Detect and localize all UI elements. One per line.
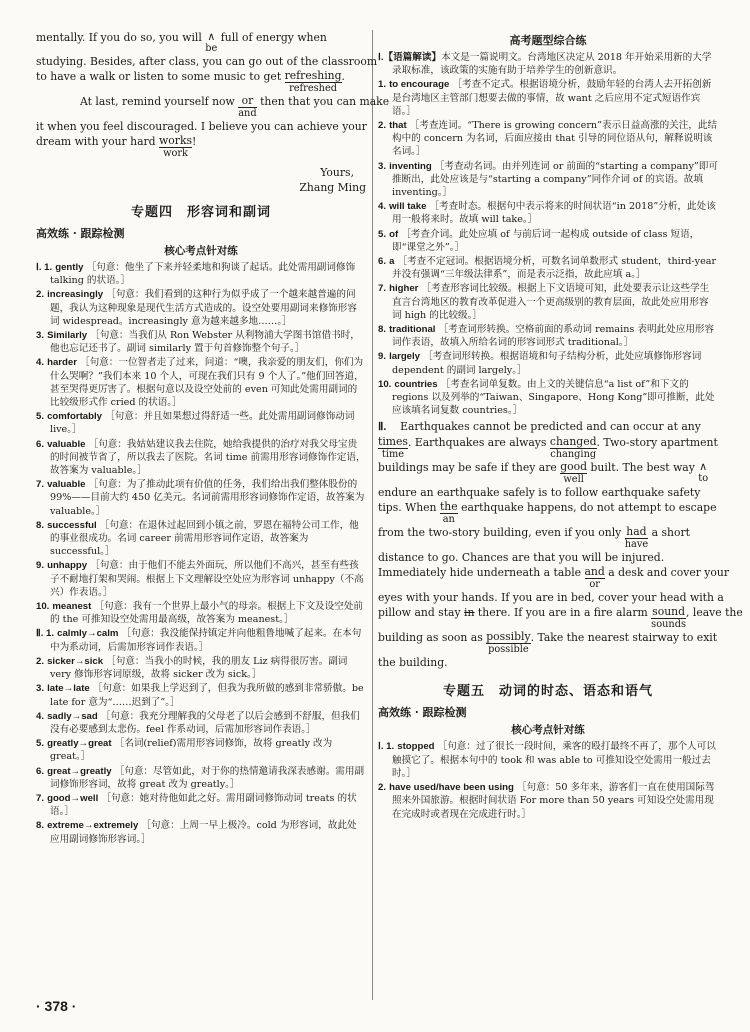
correction-word: and or	[584, 565, 605, 591]
section-heading: 核心考点针对练	[164, 245, 238, 257]
letter-line: studying. Besides, after class, you can go out of the classroom	[36, 55, 378, 68]
correction-insert: ∧ be	[205, 30, 218, 54]
correction-word: the an	[439, 500, 458, 526]
signature-name: Zhang Ming	[299, 181, 366, 194]
answer-item: 10. meanest ［句意：我有一个世界上最小气的母亲。根据上下文及设空处前的 the 可推知设空处需用最高级，故答案为 meanest。］	[36, 601, 364, 626]
section-title: 专题四 形容词和副词	[130, 205, 271, 220]
answer-item: Ⅰ. 1. gently ［句意：他坐了下来并轻柔地和狗谈了起话。此处需用副词修饰 talking 的状语。］	[36, 262, 356, 287]
correction-word: refreshing refreshed	[284, 69, 342, 94]
section-heading: 核心考点针对练	[511, 724, 585, 737]
answer-item: 5. of ［考查介词。此处应填 of 与前后词一起构成 outside of class 短语，即“课堂之外”。］	[378, 228, 700, 253]
letter-ending	[36, 30, 390, 195]
left-column	[36, 30, 390, 847]
letter-line: dream with your hard works work !	[36, 134, 197, 159]
answer-item: 3. inventing ［考查动名词。由并列连词 or 前面的“starting a company”即可推断出，此处应该是与“starting a company”同作介词 of 的宾语。故填 inventing。］	[378, 160, 718, 199]
section-heading: 高考题型综合练	[509, 34, 587, 47]
section-title: 专题五 动词的时态、语态和语气	[442, 684, 653, 700]
correction-word: had have	[624, 525, 649, 551]
answer-item: 1. to encourage ［考查不定式。根据语境分析，鼓励年轻的台湾人去开拓创新是台湾地区主管部门想要去做的事情，故 want 之后应用不定式短语作宾语。］	[378, 79, 712, 117]
correction-word: or and	[238, 94, 257, 119]
answer-list	[378, 740, 718, 820]
correction-word: sound sounds	[651, 605, 687, 631]
answer-list	[378, 78, 718, 417]
correction-insert: ∧ to	[698, 460, 709, 485]
error-correction-passage: Ⅱ. Earthquakes cannot be predicted and can occur at any times time . Earthquakes are always changed changing . Two-story apartment buildings may be safe if they are good well built. The best way ∧ to endure an earthquake safely is to follow earthquake safety tips. When the an earthquake happens, do not attempt to escape from the two-story building, even if you only had have a short distance to go. Chances are that you will be injured. Immediately hide underneath a table and or a desk and cover your eyes with your hands. If you are in bed, cover your head with a pillow and stay in there. If you are in a fire alarm sound sounds , leave the building as soon as possibly possible . Take the nearest stairway to exit the building.	[378, 420, 743, 670]
intro-item: Ⅰ.【语篇解读】本文是一篇说明文。台湾地区决定从 2018 年开始采用新的大学录取标准，该政策的实施有助于培养学生的创新意识。	[378, 52, 712, 77]
answer-item: 2. that ［考查连词。“There is growing concern”表示日益高涨的关注，此结构中的 concern 为名词，后面应接由 that 引导的同位语从句，解释说明该名词。］	[378, 120, 718, 158]
correction-word: changed changing	[549, 435, 597, 461]
section-subtitle: 高效练 · 跟踪检测	[36, 227, 125, 240]
answer-item: 7. higher ［考查形容词比较级。根据上下文语境可知，此处要表示让这些学生直言台湾地区的教育改革促进入一个更高级别的教育层面，故此处应用形容词 high 的比较级。］	[378, 283, 710, 321]
column-divider	[372, 30, 373, 1000]
answer-item: 4. will take ［考查时态。根据句中表示将来的时间状语“in 2018”分析，此处该用一般将来时。故填 will take。］	[378, 201, 716, 226]
answer-item: Ⅱ. 1. calmly→calm ［句意：我没能保持镇定并向他粗鲁地喊了起来。在本句中为系动词，后需加形容词作表语。］	[36, 628, 362, 653]
answer-item: 5. comfortably ［句意：并且如果想过得舒适一些。此处需用副词修饰动词 live。］	[36, 411, 355, 436]
correction-word: times time	[378, 435, 408, 461]
answer-item: 8. traditional ［考查词形转换。空格前面的系动词 remains 表明此处应用形容词作表语，故填入所给名词的形容词形式 traditional。］	[378, 324, 715, 349]
answer-item: 9. unhappy ［句意：由于他们不能去外面玩，所以他们不高兴，甚至有些孩子不耐地打架和哭闹。根据上下文理解设空处应为形容词 unhappy（不高兴）作表语。］	[36, 560, 364, 598]
answer-item: 3. late→late ［句意：如果我上学迟到了，但我为我所做的感到非常骄傲。be late for 意为“……迟到了”。］	[36, 683, 364, 708]
answer-item: 10. countries ［考查名词单复数。由上文的关键信息“a list of”和下文的 regions 以及列举的“Taiwan、Singapore、Hong Kong”即可推断，此处应该填名词复数 countries。］	[378, 378, 715, 417]
letter-line: At last, remind yourself now or and then that you can make	[80, 94, 390, 119]
answer-item: 7. good→well ［句意：她对待他如此之好。需用副词修饰动词 treats 的状语。］	[36, 792, 357, 818]
answer-item: 6. great→greatly ［句意：尽管如此，对于你的热情邀请我深表感谢。需用副词修饰形容词，故将 great 改为 greatly。］	[36, 765, 365, 790]
answer-item: 5. greatly→great ［名词(relief)需用形容词修饰，故将 greatly 改为 great。］	[36, 738, 333, 763]
answer-item: 8. extreme→extremely ［句意：上周一早上极冷。cold 为形容词，故此处应用副词修饰形容词。］	[36, 820, 357, 845]
answer-item: 2. increasingly ［句意：我们看到的这种行为似乎成了一个越来越普遍的问题，我认为这种现象是现代生活方式造成的。设空处要用副词来修饰形容词 widespread。increasingly 意为越来越多地……。］	[36, 289, 357, 327]
letter-line: it when you feel discouraged. I believe you can achieve your	[36, 120, 367, 133]
answer-item: 3. Similarly ［句意：当我们从 Ron Webster 从利物浦大学图书馆借书时，他也忘记还书了。副词 similarly 置于句首修饰整个句子。］	[36, 330, 360, 355]
letter-line: to have a walk or listen to some music to get refreshing refreshed .	[36, 69, 345, 94]
answer-item: Ⅰ. 1. stopped ［句意：过了很长一段时间，乘客的殴打最终不再了，那个人可以触摸它了。根据本句中的 took 和 was able to 可推知设空处需用一般过去时。］	[378, 741, 716, 779]
correction-word: good well	[560, 460, 588, 486]
answer-item: 2. have used/have been using ［句意：50 多年来，游客们一直在使用国际驾照来外国旅游。根据时间状语 For more than 50 years 可知设空处需用现在完成时或者现在完成进行时。］	[378, 782, 715, 820]
correction-word: possibly possible	[486, 630, 531, 656]
answer-item: 4. sadly→sad ［句意：我充分理解我的父母老了以后会感到不舒服，但我们没有必要感到太悲伤。feel 作系动词，后需加形容词作表语。］	[36, 710, 360, 735]
right-column	[378, 30, 743, 822]
letter-line: mentally. If you do so, you will ∧ be full of energy when	[36, 30, 327, 54]
signature-closing: Yours,	[320, 166, 354, 179]
answer-item: 8. successful ［句意：在退休过起回到小镇之前，罗恩在福特公司工作，他的事业很成功。名词 career 前需用形容词作定语，故答案为 successful。］	[36, 519, 359, 558]
page-number: · 378 ·	[36, 998, 77, 1014]
answer-item: 4. harder ［句意：一位智者走了过来，问道：“噢，我亲爱的朋友们，你们为什么哭啊？”我们本来 10 个人，可现在我们只有 9 个人了。”他们回答道，甚至哭得更厉害了。根据句意以及设空处前的 even 可知此处需用副词的比较级形式作 cried 的状语。］	[36, 357, 364, 409]
answer-item: 6. a ［考查不定冠词。根据语境分析，可数名词单数形式 student，third-year 并没有强调“三年级法律系”，而是表示泛指，故此应填 a。］	[378, 256, 717, 281]
answer-item: 9. largely ［考查词形转换。根据语境和句子结构分析，此处应填修饰形容词 dependent 的副词 largely。］	[378, 351, 702, 376]
answer-list	[36, 261, 366, 846]
answer-item: 6. valuable ［句意：我姑姑建议我去住院，她给我提供的治疗对我父母宝贵的时间被节省了，所以我去了医院。名词 time 前需用形容词修饰作定语，故答案为 valuable。］	[36, 438, 366, 477]
answer-item: 7. valuable ［句意：为了推动此项有价值的任务，我们给出我们整体股份的 99%——目前大约 450 亿美元。名词前需用形容词修饰作定语，故答案为 valuable。］	[36, 479, 365, 517]
answer-item: 2. sicker→sick ［句意：当我小的时候，我的朋友 Liz 病得很厉害。副词 very 修饰形容词原级，故将 sicker 改为 sick。］	[36, 655, 348, 681]
correction-word: works work	[159, 134, 193, 159]
deleted-word: in	[464, 606, 475, 620]
section-subtitle: 高效练 · 跟踪检测	[378, 706, 467, 720]
